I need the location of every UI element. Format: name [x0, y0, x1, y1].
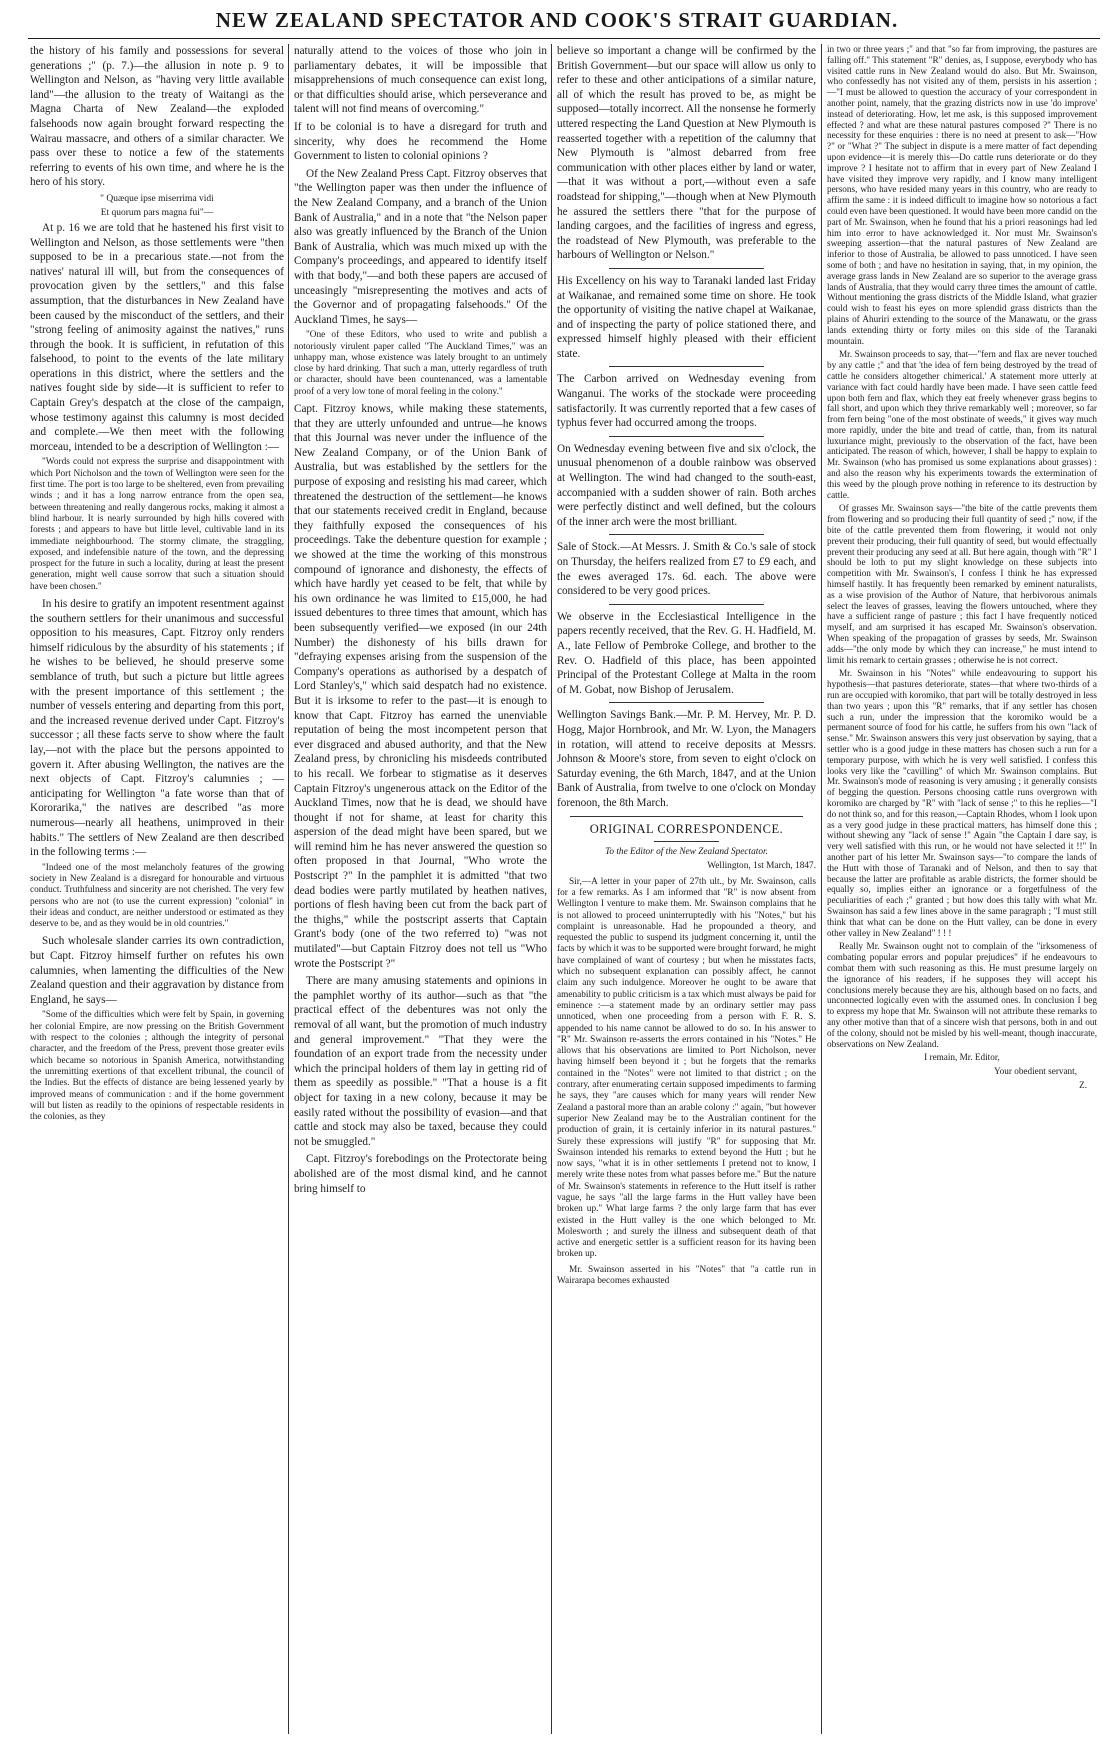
- paragraph: naturally attend to the voices of those who join in parliamentary debates, it will be impossible that misapprehensions of much consequence can exist long, or that difficulties should arise, which perseverance and talent will not find means of overcoming.": [294, 45, 547, 116]
- column-divider: [288, 44, 289, 1734]
- news-item: The Carbon arrived on Wednesday evening from Wanganui. The works of the stockade were proceeding satisfactorily. It was currently reported that a few cases of typhus fever had occurred among the troops.: [557, 373, 816, 430]
- column-divider: [551, 44, 552, 1734]
- paragraph: believe so important a change will be confirmed by the British Government—but our space will allow us only to refer to these and other anticipations of a similar nature, all of which the result has proved to be, as might be supposed—totally incorrect. All the nonsense he formerly uttered respecting the Land Question at New Plymouth is reasserted together with a repetition of the calumny that New Plymouth is "almost debarred from free communication with other places either by land or water,—that it was without a port,—without even a safe roadstead for shipping,"—though when at New Plymouth he assured the settlers there "that for the purpose of landing cargoes, and the facilities of ingress and egress, the roadstead of New Plymouth, was preferable to the harbours of Wellington or Nelson.": [557, 45, 816, 262]
- column-4: [827, 44, 1097, 1734]
- block-quote: "Indeed one of the most melancholy features of the growing society in New Zealand is a disregard for honourable and virtuous conduct. Truthfulness and sincerity are not cherished. The very few persons who are not (to use the current expression) "colonial" in their ideas and conduct, are neither understood or estimated as they deserve to be, and as they would be in old countries.": [30, 862, 284, 930]
- paragraph: Capt. Fitzroy knows, while making these statements, that they are utterly unfounded and untrue—he knows that this Journal was never under the influence of the New Zealand Company, or of the Union Bank of Australia, but was established by the settlers for the purpose of exposing and resisting his mad career, which threatened the destruction of the settlement—he knows that our statements received credit in England, because they faithfully exposed the consequences of his proceedings. Take the debenture question for example ; we showed at the time the working of this monstrous compound of ignorance and dishonesty, the effects of which have hardly yet ceased to be felt, that while by his own ordinance he was limited to £15,000, he had issued debentures to three times that amount, which has been subsequently verified—we exposed (in our 24th Number) the dishonesty of his bills drawn for "defraying expenses arising from the suspension of the Company's operations as authorised by a despatch of Lord Stanley's," which said despatch had no existence. But it is irksome to refer to the past—it is enough to know that Capt. Fitzroy has earned the unenviable reputation of being the most incompetent person that ever disgraced and abused authority, and that the New Zealand press, by chronicling his misdeeds contributed to his recall. We forbear to stigmatise as it deserves Captain Fitzroy's ungenerous attack on the Editor of the Auckland Times, now that he is dead, we should have thought if not for shame, at least for charity this aspersion of the dead might have been spared, but we will remind him he has never answered the question so often proposed in that Journal, "Who wrote the Postscript ?" In the pamphlet it is admitted "that two dead bodies were partly mutilated by heathen natives, portions of flesh having been cut from the back part of the thighs," while the postscript asserts that Captain Grant's body (one of the two referred to) "was not mutilated"—but Captain Fitzroy does not tell us "Who wrote the Postscript ?": [294, 403, 547, 970]
- letter-body: Mr. Swainson in his "Notes" while endeavouring to support his hypothesis—that pastures deteriorate, states—that where two-thirds of a run are occupied with koromiko, that part will be totally destroyed in less than two years ; upon this "R" remarks, that if any settler has chosen such a run, under the impression that the koromiko would be a permanent source of food for his cattle, he suffers from his own "lack of sense." Mr. Swainson answers this very just observation by saying, that a settler who is a good judge in these matters has chosen such a run for a temporary purpose, with which he is very well satisfied. I confess this looks very like the "cavilling" of which Mr. Swainson complains. But Mr. Swainson's mode of reasoning is very amusing ; it generally consists of begging the question. Persons choosing cattle runs overgrown with koromiko are charged by "R" with "lack of sense ;" to this he replies—"I do not think so, and for this reason,—Captain Rhodes, whom I look upon as a very good judge in these practical matters, has himself done this ; without shewing any "lack of sense !" Again "the Captain I dare say, is very well satisfied with this run, or he would not have selected it !!" In another part of his letter Mr. Swainson says—"to compare the lands of the Hutt with those of Taranaki and of Nelson, and then to say that because the latter are profitable as arable districts, the former should be equally so, implies either an ignorance or a forgetfulness of the peculiarities of each ;" granted ; but how does this tally with what Mr. Swainson has said a few lines above in the same paragraph ; "I must still think that what can be done on the Hutt valley, can be done in every other valley in New Zealand" ! ! !: [827, 668, 1097, 938]
- section-heading: ORIGINAL CORRESPONDENCE.: [589, 821, 784, 836]
- letter-body: Really Mr. Swainson ought not to complain of the "irksomeness of combating popular errors and popular prejudices" if he endeavours to combat them with such reasoning as this. He must presume largely on the ignorance of his readers, if he supposes they will accept his conclusions merely because they are his, although based on no facts, and unconnected logically even with the assumed ones. In conclusion I beg to express my hope that Mr. Swainson will not attribute these remarks to any other motive than that of a sincere wish that persons, both in and out of the colony, should not be misled by his well-meant, though inaccurate, observations on New Zealand.: [827, 941, 1097, 1049]
- column-3: [557, 44, 816, 1734]
- section-rule: [609, 702, 764, 703]
- paragraph: There are many amusing statements and opinions in the pamphlet worthy of its author—such as that "the practical effect of the debentures was not only the removal of all want, but the promotion of much industry and general improvement." "That they were the foundation of an export trade from the necessity under which the principal holders of them lay in getting rid of them as speedily as possible." "That a house is a fit object for taxing in a new colony, because it may be easily rated without the possibility of evasion—and that cattle and stock may also be taxed, because they could not be smuggled.": [294, 975, 547, 1148]
- section-rule: [654, 841, 719, 842]
- paragraph: Such wholesale slander carries its own contradiction, but Capt. Fitzroy himself further on refutes his own calumnies, when lamenting the difficulties of the New Zealand question and their aggravation by distance from England, he says—: [30, 935, 284, 1006]
- paragraph: At p. 16 we are told that he hastened his first visit to Wellington and Nelson, as those settlements were "then supposed to be in a precarious state.—not from the natives' natural ill will, but from the consequences of provocation given by the settlers," and this false assumption, that the disturbances in New Zealand have been caused by the misconduct of the settlers, and their "strong feeling of animosity against the natives," runs through the book. It is sufficient, in refutation of this falsehood, to point to the events of the late military operations in this district, where the settlers and the natives fought side by side—it is sufficient to refer to Captain Grey's despatch at the close of the campaign, whose testimony against this calumny is most decided and complete.—We then meet with the following morceau, intended to be a description of Wellington :—: [30, 221, 284, 453]
- news-item: His Excellency on his way to Taranaki landed last Friday at Waikanae, and remained some time on shore. He took the opportunity of visiting the native chapel at Waikanae, and of inspecting the party of police stationed there, and expressed himself highly pleased with their efficient state.: [557, 274, 816, 360]
- masthead-rule: [28, 38, 1100, 39]
- column-1: [30, 44, 284, 1734]
- letter-body: Sir,—A letter in your paper of 27th ult., by Mr. Swainson, calls for a few remarks. As I am informed that "R" is now absent from Wellington I venture to make them. Mr. Swainson complains that he is not allowed to proceed uninterruptedly with his "Notes," but his complaint is unreasonable. Had he propounded a theory, and requested the public to suspend its judgment concerning it, until the facts by which it was to be supported were brought forward, he might have complained of want of courtesy ; but when he misstates facts, which no subsequent explanation can possibly affect, he cannot claim any such indulgence. Moreover he ought to be aware that amenability to public criticism is a tax which must always be paid for eminence :—a statement made by an ordinary settler may pass unnoticed, when one proceeding from a person with F. R. S. appended to his name cannot be allowed to do so. In his answer to "R" Mr. Swainson re-asserts the errors contained in his "Notes." He allows that his observations are limited to Port Nicholson, never having himself been beyond it ; but he forgets that the remarks contained in the "Notes" were not limited to that district ; on the contrary, after enumerating certain supposed impediments to farming he says, they "are causes which for many years will render New Zealand a pastoral more than an arable colony :" again, "but however superior New Zealand may be to the Australian continent for the production of grain, it is certainly inferior in its natural pastures." Surely these expressions will justify "R" for supposing that Mr. Swainson intended his remarks to extend beyond the Hutt ; but he now says, "what it is in other settlements I pretend not to know, I merely write these notes from what passes before me." But the nature of Mr. Swainson's statements in reference to the Hutt itself is rather vague, he says "all the large farms in the Hutt valley have been broken up." What large farms ? the only large farm that has ever existed in the Hutt valley is the one which belonged to Mr. Molesworth ; and surely the illness and subsequent death of that active and energetic settler is a sufficient reason for its having been broken up.: [557, 876, 816, 1260]
- paragraph: In his desire to gratify an impotent resentment against the southern settlers for their unanimous and successful opposition to his measures, Capt. Fitzroy only renders himself ridiculous by the absurdity of his statements ; if he wishes to be believed, he should preserve some semblance of truth, but such a picture but little agrees with the present importance of this settlement ; the number of vessels entering and departing from this port, and the increased revenue derived under Capt. Fitzroy's successor ; all these facts serve to show where the fault lay,—not with the place but the persons appointed to govern it. After abusing Wellington, the natives are the next objects of Capt. Fitzroy's calumnies ; — anticipating for Wellington "a fate worse than that of Kororarika," the natives are described "as more numerous—nearly all heathens, unimproved in their habits." The settlers of New Zealand are then described in the following terms :—: [30, 598, 284, 859]
- section-rule: [609, 268, 764, 269]
- block-quote: "One of these Editors, who used to write and publish a notoriously virulent paper called "The Auckland Times," was an unhappy man, whose existence was lately brought to an untimely close by hard drinking. That such a man, utterly regardless of truth or character, should have been countenanced, was a lamentable proof of a very low tone of moral feeling in the colony.": [294, 330, 547, 397]
- letter-body: Of grasses Mr. Swainson says—"the bite of the cattle prevents them from flowering and so producing their full quantity of seed ;" now, if the bite of the cattle prevented them from flowering, it would not only prevent their producing, their full quantity of seed, but would effectually prevent their producing any seed at all. But here again, though with "R" I should be loth to put my slight knowledge on these subjects into competition with Mr. Swainson's, I confess I think he has expressed himself hastily. It has frequently been remarked by eminent naturalists, as a wise provision of the Author of Nature, that herbivorous animals select the leaves of grasses, leaving the flowers untouched, where they have a sufficient range of pasture ; this fact I have frequently noticed myself, and am surprised it has escaped Mr. Swainson's observation. When speaking of the propagation of grasses by seeds, Mr. Swainson adds—"the only mode by which they can increase," he must intend to limit his remark to certain grasses ; otherwise he is not correct.: [827, 503, 1097, 665]
- latin-quote-line: Et quorum pars magna fui"—: [100, 207, 214, 218]
- paragraph: Capt. Fitzroy's forebodings on the Protectorate being abolished are of the most dismal kind, and he cannot bring himself to: [294, 1153, 547, 1195]
- news-item: Sale of Stock.—At Messrs. J. Smith & Co.'s sale of stock on Thursday, the heifers realized from £7 to £9 each, and the ewes averaged 17s. 6d. each. The above were considered to be very good prices.: [557, 541, 816, 598]
- letter-signature: Z.: [1079, 1079, 1087, 1090]
- letter-body: Mr. Swainson asserted in his "Notes" that "a cattle run in Wairarapa becomes exhausted: [557, 1264, 816, 1287]
- letter-body: Mr. Swainson proceeds to say, that—"fern and flax are never touched by any cattle ;" and that 'the idea of fern being destroyed by the tread of cattle he considers altogether chimerical.' A statement more utterly at variance with fact could hardly have been made. I have seen cattle feed upon both fern and flax, which they eat freely whenever grass begins to fall short, and upon which they thrive remarkably well ; moreover, so far from fern being "one of the most obstinate of weeds," it gives way much more rapidly, under the bite and tread of cattle, than, from its natural luxuriance might, previously to the observation of the fact, have been anticipated. The reason of which, however, I shall be happy to explain to Mr. Swainson (who has promised us some explanations about grasses) : and also the reason why his experiments towards the extermination of this weed by the plough prove nothing in reference to its destruction by cattle.: [827, 349, 1097, 500]
- letter-date: Wellington, 1st March, 1847.: [707, 861, 816, 872]
- section-rule: [609, 366, 764, 367]
- section-rule: [609, 534, 764, 535]
- paragraph: Of the New Zealand Press Capt. Fitzroy observes that "the Wellington paper was then under the influence of the New Zealand Company, and a branch of the Union Bank of Australia," and in a note that "the Nelson paper also was greatly influenced by the Branch of the Union Bank of Australia, which was much mixed up with the Company's proceedings, and appeared to identify itself with that body,"—and both these papers are accused of unceasingly "misrepresenting the motives and acts of the Governor and of propagating falsehoods." Of the Auckland Times, he says—: [294, 167, 547, 326]
- paragraph: the history of his family and possessions for several generations ;" (p. 7.)—the allusion in note p. 9 to Wellington and Nelson, as "having very little available land"—the allusion to the treaty of Waitangi as the Magna Charta of New Zealand—the exploded falsehoods now again brought forward respecting the Wairau massacre, and others of a similar character. We pass over these to notice a few of the statements referring to events of his own time, and where he is the hero of his story.: [30, 45, 284, 189]
- letter-closing: I remain, Mr. Editor,: [924, 1052, 1000, 1063]
- column-divider: [821, 44, 822, 1734]
- news-item: We observe in the Ecclesiastical Intelligence in the papers recently received, that the Rev. G. H. Hadfield, M. A., late Fellow of Pembroke College, and brother to the Rev. O. Hadfield of this place, has been appointed Principal of the Protestant College at Malta in the room of M. Gobat, now Bishop of Jerusalem.: [557, 610, 816, 696]
- section-rule: [570, 816, 803, 817]
- masthead-title: NEW ZEALAND SPECTATOR AND COOK'S STRAIT GUARDIAN.: [215, 8, 899, 32]
- paragraph: If to be colonial is to have a disregard for truth and sincerity, why does he recommend the Home Government to listen to colonial opinions ?: [294, 120, 547, 163]
- section-rule: [609, 604, 764, 605]
- letter-body: in two or three years ;" and that "so far from improving, the pastures are falling off." This statement "R" denies, as, I suppose, everybody who has visited cattle runs in New Zealand would do also. But Mr. Swainson, who confessedly has not visited any of them, persists in his assertion ;—"I must be allowed to question the accuracy of your correspondent in another point, namely, that the grazing districts now in use 'do improve' instead of deteriorating. How, let me ask, is this supposed improvement effected ? and what are these natural pastures composed ?" There is no necessity for these enquiries : there is no need at present to ask—"How ?" or "What ?" The subject in dispute is a mere matter of fact depending upon evidence—it is merely this—Do cattle runs deteriorate or do they improve ? I hesitate not to affirm that in every part of New Zealand I have visited they improve very rapidly, and I know many intelligent persons, who have resided many years in this country, who are ready to affirm the same : it is indeed difficult to imagine how so notorious a fact could even have been questioned. It would have been more candid on the part of Mr. Swainson, when he found that his a priori reasonings had led him into error to have acknowledged it. Nor must Mr. Swainson's sweeping assertion—that the natural pastures of New Zealand are inferior to those of Australia, be allowed to pass unnoticed. I have seen some of both ; and have no hesitation in saying, that, in my opinion, the average grass lands in New Zealand are so superior to the average grass lands of Australia, that they would carry three times the amount of cattle. Without mentioning the grass districts of the Middle Island, what grazier could wish to feast his eyes on more splendid grass districts than the plains of Ahuriri extending to the source of the Manawatu, or the grass lands extending thirty or forty miles on this side of the Taranaki mountain.: [827, 44, 1097, 346]
- news-item: On Wednesday evening between five and six o'clock, the unusual phenomenon of a double rainbow was observed at Wellington. The wind had changed to the south-east, accompanied with a sudden shower of rain. Both arches were perfectly distinct and well defined, but the colours of the inner arch were the most brilliant.: [557, 442, 816, 528]
- column-2: [294, 44, 547, 1734]
- block-quote: "Words could not express the surprise and disappointment with which Port Nicholson and the town of Wellington were seen for the first time. The port is too large to be sheltered, even from prevailing winds ; and it has a long narrow entrance from the open sea, between threatening and really dangerous rocks, making it almost a blind harbour. It is nearly surrounded by high hills covered with forests ; and appears to have but little level, cultivable land in its immediate neighbourhood. The stormy climate, the straggling, exposed, and indefensible nature of the town, and the depressing prospect for the future in such a locality, during at least the present generation, might well cause sorrow that such a situation should have been chosen.": [30, 457, 284, 592]
- section-rule: [609, 436, 764, 437]
- letter-addressee: To the Editor of the New Zealand Spectator.: [605, 847, 768, 858]
- news-item: Wellington Savings Bank.—Mr. P. M. Hervey, Mr. P. D. Hogg, Major Hornbrook, and Mr. W. Lyon, the Managers in rotation, will attend to receive deposits at Messrs. Johnson & Moore's store, from seven to eight o'clock on Saturday evening, the 6th March, 1847, and at the Union Bank of Australia, from twelve to one o'clock on Monday forenoon, the 8th March.: [557, 709, 816, 809]
- latin-quote-line: " Quæque ipse miserrima vidi: [100, 193, 214, 204]
- letter-closing: Your obedient servant,: [993, 1066, 1077, 1077]
- block-quote: "Some of the difficulties which were felt by Spain, in governing her colonial Empire, are now pressing on the British Government with respect to the colonies ; although the integrity of personal character, and the freedom of the Press, prevent those greater evils which became so notorious in Spanish America, notwithstanding the unremitting exertions of that excellent tribunal, the council of the Indies. But the effects of distance are being lessened yearly by improved means of communication : and if the home government will but listen as readily to the opinions of respectable residents in the colonies, as they: [30, 1010, 284, 1123]
